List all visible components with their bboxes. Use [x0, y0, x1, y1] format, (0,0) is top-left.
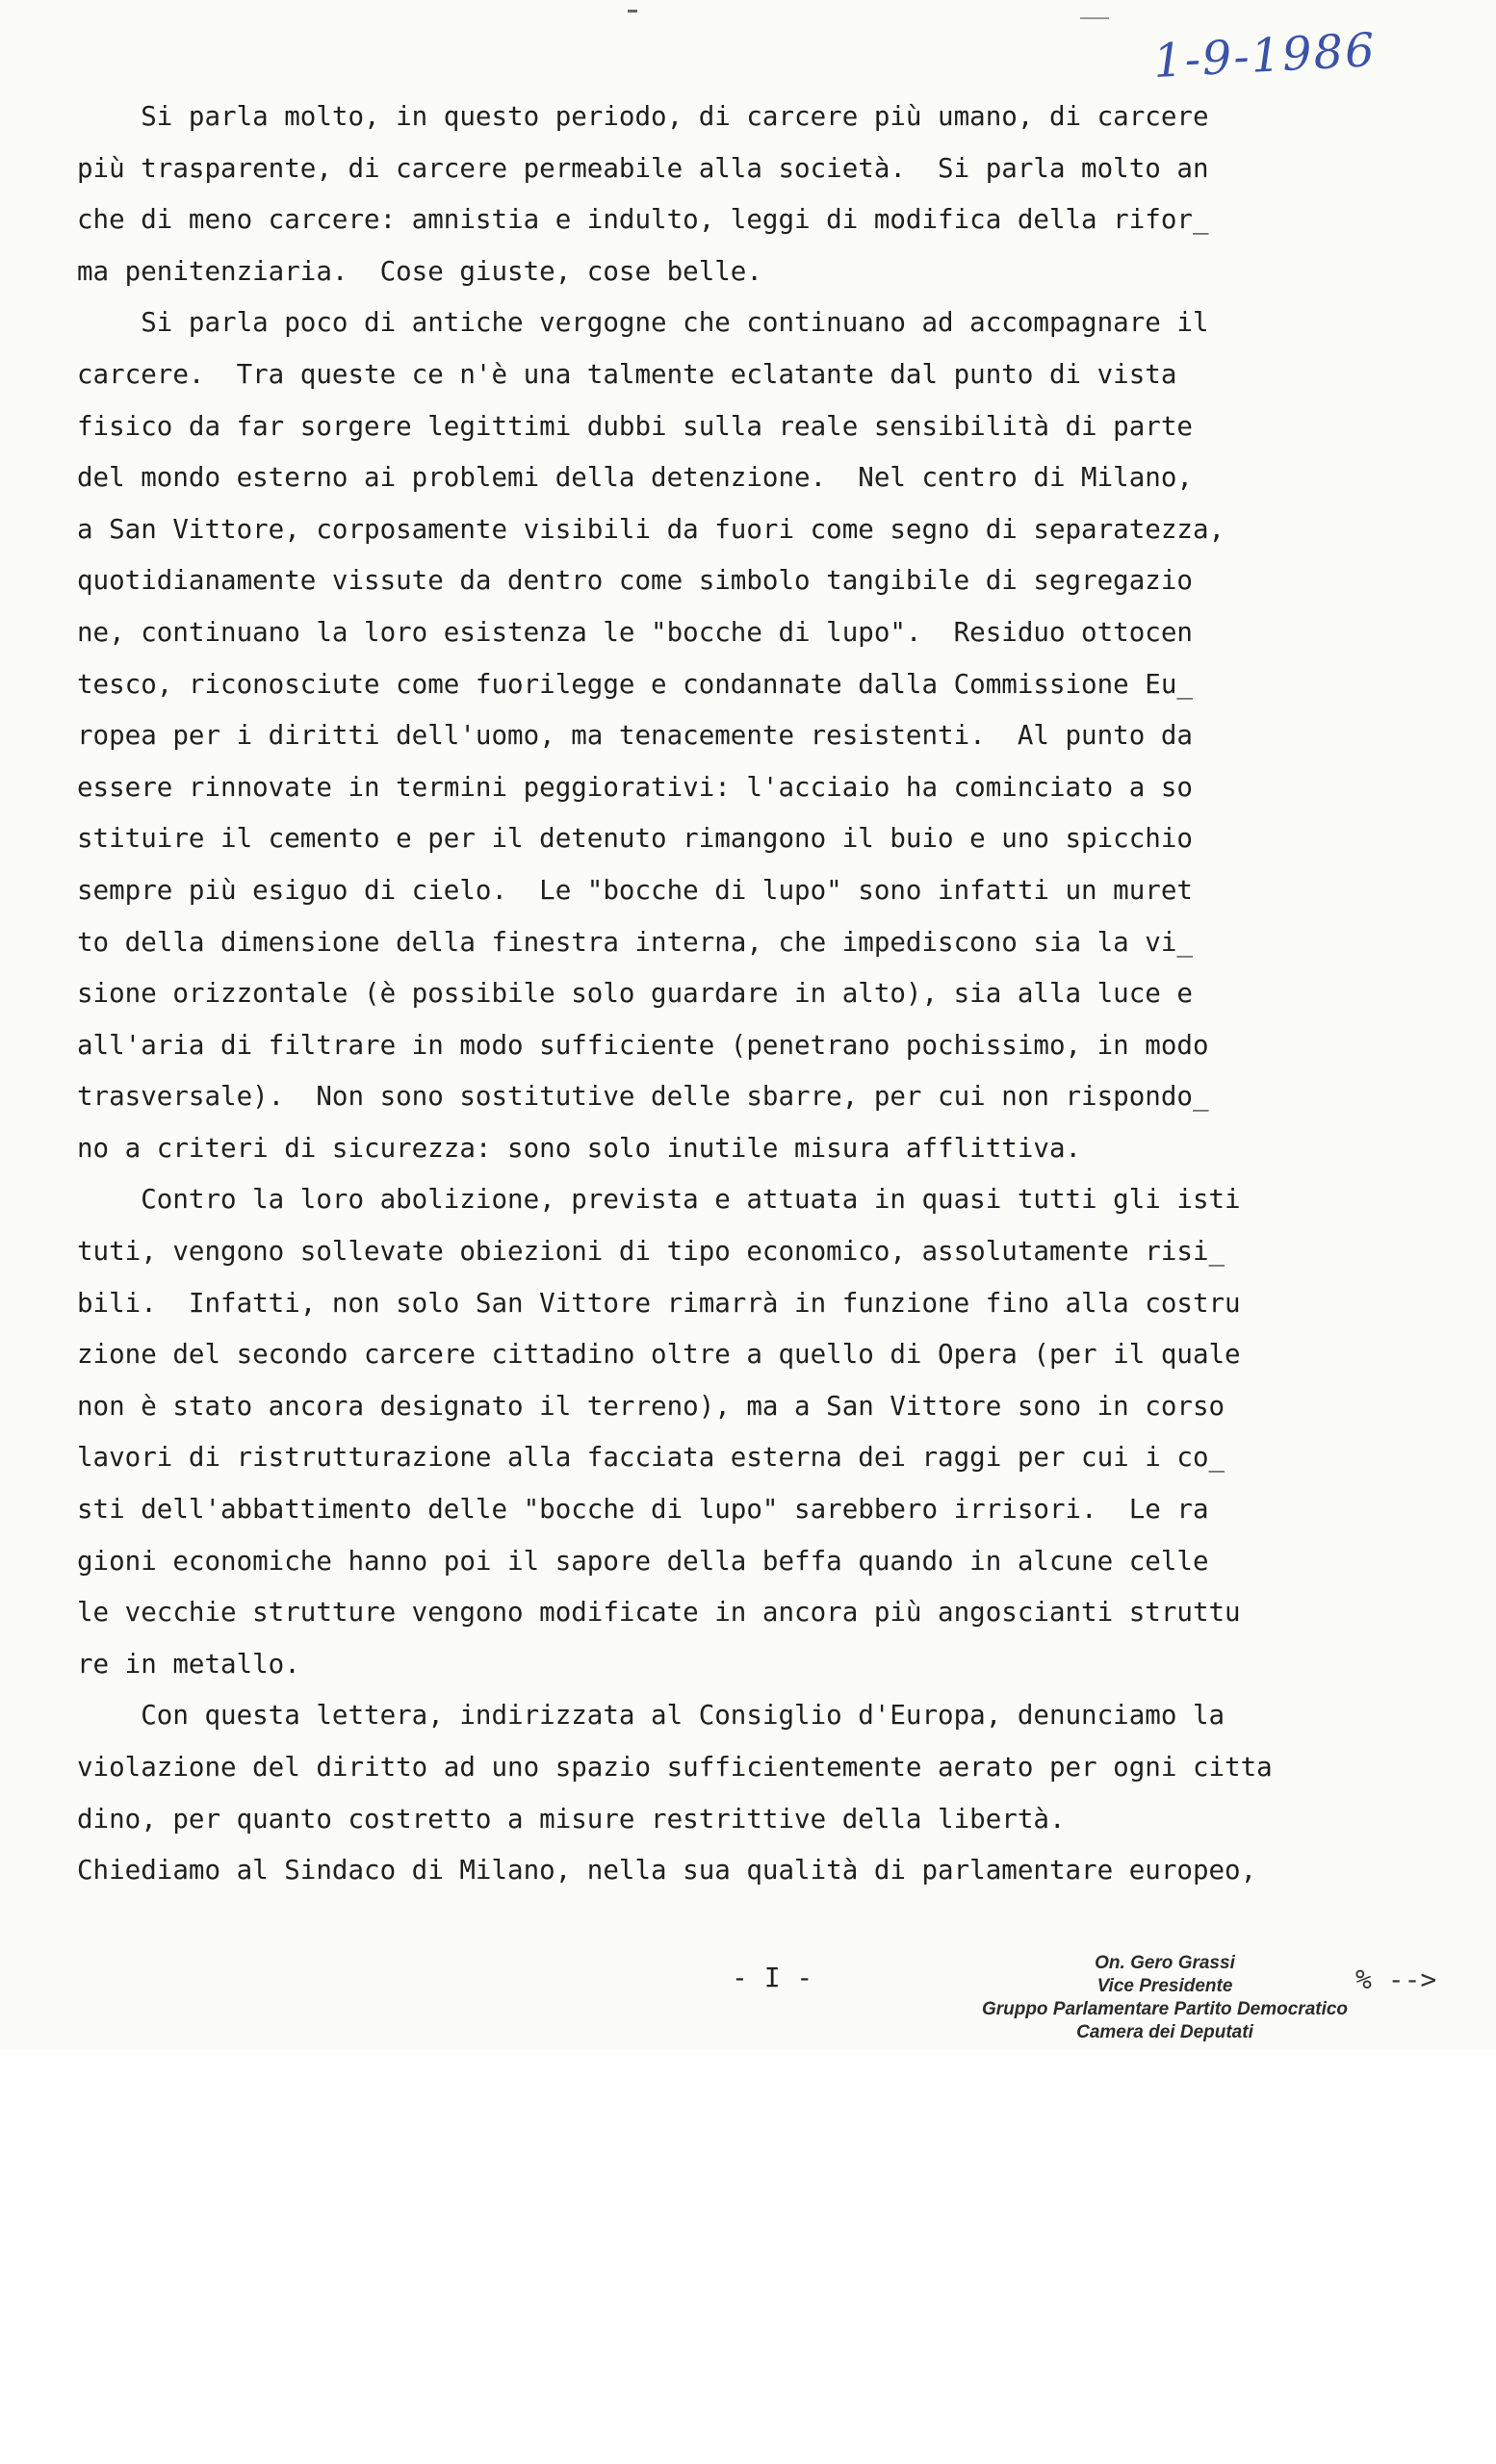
text-line: Si parla poco di antiche vergogne che continuano ad accompagnare il — [77, 307, 1209, 339]
text-line: sempre più esiguo di cielo. Le "bocche di lupo" sono infatti un muret — [77, 874, 1193, 906]
text-line: le vecchie strutture vengono modificate in ancora più angoscianti struttu — [77, 1597, 1241, 1629]
text-line: bili. Infatti, non solo San Vittore rimarrà in funzione fino alla costru — [77, 1287, 1241, 1319]
top-scan-mark — [1080, 17, 1109, 19]
text-line: essere rinnovate in termini peggiorativi: l'acciaio ha cominciato a so — [77, 771, 1193, 803]
text-line: dino, per quanto costretto a misure restrittive della libertà. — [77, 1803, 1066, 1835]
text-line: tuti, vengono sollevate obiezioni di tipo economico, assolutamente risi_ — [77, 1236, 1225, 1268]
top-tick-mark — [628, 10, 637, 13]
text-line: ne, continuano la loro esistenza le "bocche di lupo". Residuo ottocen — [77, 616, 1193, 648]
handwritten-date: 1-9-1986 — [1151, 22, 1378, 90]
text-line: Chiediamo al Sindaco di Milano, nella sua qualità di parlamentare europeo, — [77, 1855, 1257, 1886]
text-line: trasversale). Non sono sostitutive delle sbarre, per cui non rispondo_ — [77, 1081, 1209, 1113]
text-line: zione del secondo carcere cittadino oltre a quello di Opera (per il quale — [77, 1339, 1241, 1371]
text-line: sti dell'abbattimento delle "bocche di lupo" sarebbero irrisori. Le ra — [77, 1494, 1209, 1526]
text-line: all'aria di filtrare in modo sufficiente (penetrano pochissimo, in modo — [77, 1029, 1209, 1061]
text-line: fisico da far sorgere legittimi dubbi sulla reale sensibilità di parte — [77, 410, 1193, 442]
stamp-role: Vice Presidente — [1096, 1976, 1233, 1996]
text-line: stituire il cemento e per il detenuto rimangono il buio e uno spicchio — [77, 823, 1193, 855]
text-line: Contro la loro abolizione, prevista e attuata in quasi tutti gli isti — [77, 1184, 1241, 1216]
text-line: no a criteri di sicurezza: sono solo inutile misura afflittiva. — [77, 1132, 1082, 1164]
text-line: a San Vittore, corposamente visibili da fuori come segno di separatezza, — [77, 513, 1225, 545]
letter-body — [77, 91, 1425, 1897]
stamp-name: On. Gero Grassi — [1095, 1953, 1235, 1973]
text-line: carcere. Tra queste ce n'è una talmente eclatante dal punto di vista — [77, 358, 1177, 390]
text-line: tesco, riconosciute come fuorilegge e condannate dalla Commissione Eu_ — [77, 668, 1193, 700]
text-line: non è stato ancora designato il terreno), ma a San Vittore sono in corso — [77, 1390, 1225, 1422]
text-line: violazione del diritto ad uno spazio sufficientemente aerato per ogni citta — [77, 1752, 1273, 1783]
stamp-group: Gruppo Parlamentare Partito Democratico — [981, 1999, 1349, 2019]
text-line: che di meno carcere: amnistia e indulto, leggi di modifica della rifor_ — [77, 204, 1209, 236]
continue-marker: % --> — [1355, 1964, 1437, 1995]
text-line: sione orizzontale (è possibile solo guardare in alto), sia alla luce e — [77, 978, 1193, 1010]
text-line: ropea per i diritti dell'uomo, ma tenacemente resistenti. Al punto da — [77, 720, 1193, 752]
text-line: gioni economiche hanno poi il sapore della beffa quando in alcune celle — [77, 1545, 1209, 1577]
signature-stamp — [953, 1952, 1377, 2044]
text-line: to della dimensione della finestra interna, che impediscono sia la vi_ — [77, 926, 1193, 958]
text-line: lavori di ristrutturazione alla facciata esterna dei raggi per cui i co_ — [77, 1442, 1225, 1474]
text-line: Con questa lettera, indirizzata al Consiglio d'Europa, denunciamo la — [77, 1700, 1225, 1732]
page-number: - I - — [732, 1962, 813, 1993]
text-line: del mondo esterno ai problemi della detenzione. Nel centro di Milano, — [77, 462, 1193, 494]
stamp-chamber: Camera dei Deputati — [1076, 2022, 1253, 2042]
text-line: più trasparente, di carcere permeabile alla società. Si parla molto an — [77, 152, 1209, 184]
text-line: Si parla molto, in questo periodo, di carcere più umano, di carcere — [77, 101, 1209, 132]
text-line: ma penitenziaria. Cose giuste, cose belle. — [77, 255, 762, 287]
text-line: re in metallo. — [77, 1648, 300, 1680]
text-line: quotidianamente vissute da dentro come simbolo tangibile di segregazio — [77, 565, 1193, 597]
